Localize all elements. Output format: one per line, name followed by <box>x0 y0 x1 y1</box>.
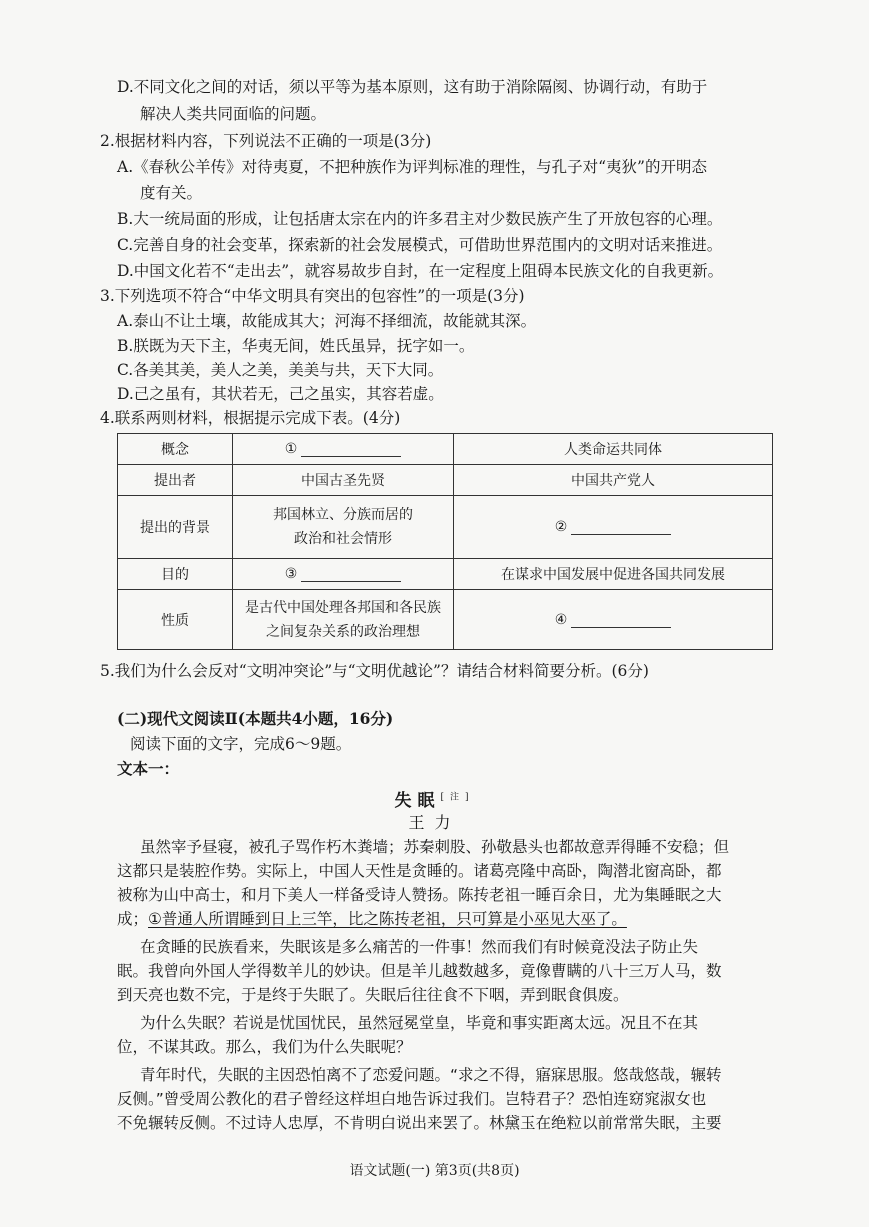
row-label: 性质 <box>118 590 233 650</box>
q3-stem: 3.下列选项不符合“中华文明具有突出的包容性”的一项是(3分) <box>100 287 525 305</box>
row-label: 提出者 <box>118 465 233 496</box>
section-heading: (二)现代文阅读Ⅱ(本题共4小题，16分) <box>117 709 394 728</box>
q2-stem: 2.根据材料内容，下列说法不正确的一项是(3分) <box>100 132 432 150</box>
table-cell: ④ <box>454 590 773 650</box>
section-instruction: 阅读下面的文字，完成6～9题。 <box>130 735 352 753</box>
answer-blank-1[interactable] <box>301 442 401 457</box>
essay-p2-line3: 到天亮也数不完，于是终于失眠了。失眠后往往食不下咽，弄到眠食俱废。 <box>117 986 629 1004</box>
q1-option-d-line2: 解决人类共同面临的问题。 <box>140 105 327 123</box>
q3-option-d: D.己之虽有，其状若无，己之虽实，其容若虚。 <box>117 385 444 403</box>
q1-option-d-line1: D.不同文化之间的对话，须以平等为基本原则，这有助于消除隔阂、协调行动，有助于 <box>117 78 708 96</box>
essay-p1-line4: 成；①普通人所谓睡到日上三竿，比之陈抟老祖，只可算是小巫见大巫了。 <box>117 910 627 928</box>
essay-p3-line1: 为什么失眠？若说是忧国忧民，虽然冠冕堂皇，毕竟和事实距离太远。况且不在其 <box>140 1014 699 1032</box>
essay-p1-line2: 这都只是装腔作势。实际上，中国人天性是贪睡的。诸葛亮隆中高卧，陶潜北窗高卧，都 <box>117 862 722 880</box>
q2-option-d: D.中国文化若不“走出去”，就容易故步自封，在一定程度上阻碍本民族文化的自我更新。 <box>117 262 724 280</box>
table-cell: 中国古圣先贤 <box>233 465 454 496</box>
answer-blank-4[interactable] <box>571 613 671 628</box>
q3-option-c: C.各美其美，美人之美，美美与共，天下大同。 <box>117 361 444 379</box>
answer-blank-3[interactable] <box>301 567 401 582</box>
essay-p2-line1: 在贪睡的民族看来，失眠该是多么痛苦的一件事！然而我们有时候竟没法子防止失 <box>140 938 699 956</box>
row-label: 提出的背景 <box>118 496 233 559</box>
table-cell: 人类命运共同体 <box>454 434 773 465</box>
table-cell: 邦国林立、分族而居的 政治和社会情形 <box>233 496 454 559</box>
underlined-sentence-1: ①普通人所谓睡到日上三竿，比之陈抟老祖，只可算是小巫见大巫了。 <box>148 910 627 928</box>
table-cell: ② <box>454 496 773 559</box>
row-label: 概念 <box>118 434 233 465</box>
essay-author: 王力 <box>408 813 461 832</box>
table-cell: 中国共产党人 <box>454 465 773 496</box>
q3-option-b: B.朕既为天下主，华夷无间，姓氏虽异，抚字如一。 <box>117 337 475 355</box>
table-cell: 是古代中国处理各邦国和各民族 之间复杂关系的政治理想 <box>233 590 454 650</box>
text-label: 文本一： <box>117 759 180 778</box>
q2-option-c: C.完善自身的社会变革，探索新的社会发展模式，可借助世界范围内的文明对话来推进。 <box>117 236 723 254</box>
q5-stem: 5.我们为什么会反对“文明冲突论”与“文明优越论”？请结合材料简要分析。(6分) <box>100 662 649 680</box>
q2-option-b: B.大一统局面的形成，让包括唐太宗在内的许多君主对少数民族产生了开放包容的心理。 <box>117 210 723 228</box>
essay-p4-line2: 反侧。”曾受周公教化的君子曾经这样坦白地告诉过我们。岂特君子？恐怕连窈窕淑女也 <box>117 1090 707 1108</box>
q4-stem: 4.联系两则材料，根据提示完成下表。(4分) <box>100 409 401 427</box>
table-cell: ③ <box>233 559 454 590</box>
essay-p2-line2: 眠。我曾向外国人学得数羊儿的妙诀。但是羊儿越数越多，竟像曹瞒的八十三万人马，数 <box>117 962 722 980</box>
table-cell: ① <box>233 434 454 465</box>
row-label: 目的 <box>118 559 233 590</box>
table-row <box>118 559 773 590</box>
essay-title: 失眠[注] <box>394 791 475 811</box>
q2-option-a-line1: A.《春秋公羊传》对待夷夏，不把种族作为评判标准的理性，与孔子对“夷狄”的开明态 <box>117 158 707 176</box>
q3-option-a: A.泰山不让土壤，故能成其大；河海不择细流，故能就其深。 <box>117 312 537 330</box>
table-row <box>118 434 773 465</box>
essay-p4-line1: 青年时代，失眠的主因恐怕离不了恋爱问题。“求之不得，寤寐思服。悠哉悠哉，辗转 <box>140 1066 722 1084</box>
table-row <box>118 496 773 559</box>
page-footer: 语文试题(一) 第3页(共8页) <box>349 1163 520 1179</box>
essay-p3-line2: 位，不谋其政。那么，我们为什么失眠呢？ <box>117 1038 412 1056</box>
table-row <box>118 590 773 650</box>
essay-p4-line3: 不免辗转反侧。不过诗人忠厚，不肯明白说出来罢了。林黛玉在绝粒以前常常失眠，主要 <box>117 1114 722 1132</box>
table-cell: 在谋求中国发展中促进各国共同发展 <box>454 559 773 590</box>
answer-blank-2[interactable] <box>571 520 671 535</box>
essay-p1-line1: 虽然宰予昼寝，被孔子骂作朽木粪墙；苏秦刺股、孙敬悬头也都故意弄得睡不安稳；但 <box>140 838 730 856</box>
q2-option-a-line2: 度有关。 <box>140 184 203 202</box>
essay-p1-line3: 被称为山中高士，和月下美人一样备受诗人赞扬。陈抟老祖一睡百余日，尤为集睡眠之大 <box>117 886 722 904</box>
q4-table <box>117 433 773 650</box>
table-row <box>118 465 773 496</box>
